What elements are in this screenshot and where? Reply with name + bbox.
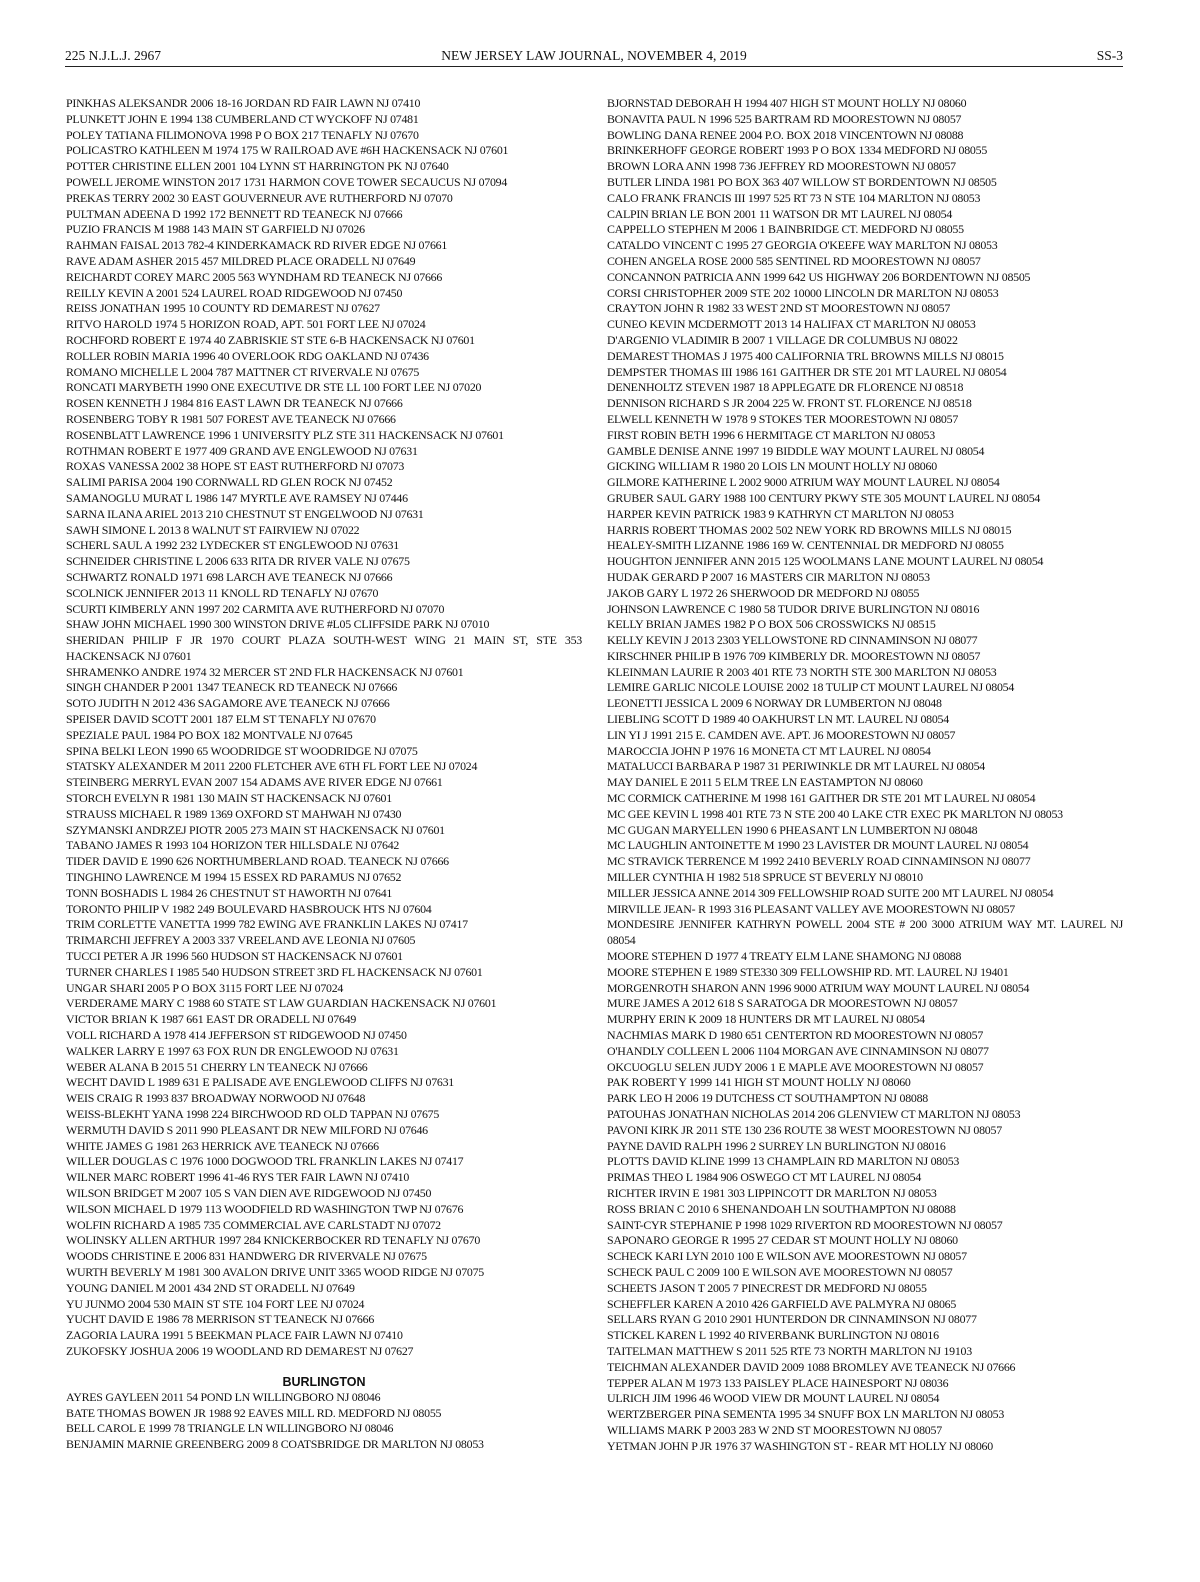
list-item: SALIMI PARISA 2004 190 CORNWALL RD GLEN ROCK NJ 07452 xyxy=(66,475,393,490)
list-item: SCHEFFLER KAREN A 2010 426 GARFIELD AVE PALMYRA NJ 08065 xyxy=(607,1296,957,1311)
list-item: GICKING WILLIAM R 1980 20 LOIS LN MOUNT HOLLY NJ 08060 xyxy=(607,459,937,474)
list-item: BATE THOMAS BOWEN JR 1988 92 EAVES MILL RD. MEDFORD NJ 08055 xyxy=(66,1405,442,1420)
list-item: PRIMAS THEO L 1984 906 OSWEGO CT MT LAUREL NJ 08054 xyxy=(607,1170,922,1185)
publication-title: NEW JERSEY LAW JOURNAL, NOVEMBER 4, 2019 xyxy=(441,48,747,63)
list-item: PUZIO FRANCIS M 1988 143 MAIN ST GARFIELD NJ 07026 xyxy=(66,222,365,237)
list-item: CAPPELLO STEPHEN M 2006 1 BAINBRIDGE CT. MEDFORD NJ 08055 xyxy=(607,222,964,237)
list-item: STORCH EVELYN R 1981 130 MAIN ST HACKENSACK NJ 07601 xyxy=(66,791,392,806)
section-title-burlington: BURLINGTON xyxy=(282,1374,366,1389)
list-item: WOLFIN RICHARD A 1985 735 COMMERCIAL AVE CARLSTADT NJ 07072 xyxy=(66,1217,441,1232)
list-item: PAVONI KIRK JR 2011 STE 130 236 ROUTE 38 WEST MOORESTOWN NJ 08057 xyxy=(607,1122,1002,1137)
list-item: VERDERAME MARY C 1988 60 STATE ST LAW GUARDIAN HACKENSACK NJ 07601 xyxy=(66,996,497,1011)
list-item: BJORNSTAD DEBORAH H 1994 407 HIGH ST MOUNT HOLLY NJ 08060 xyxy=(607,96,967,110)
list-item: STRAUSS MICHAEL R 1989 1369 OXFORD ST MAHWAH NJ 07430 xyxy=(66,806,402,821)
list-item: MURE JAMES A 2012 618 S SARATOGA DR MOORESTOWN NJ 08057 xyxy=(607,996,958,1011)
list-item: TURNER CHARLES I 1985 540 HUDSON STREET 3RD FL HACKENSACK NJ 07601 xyxy=(66,964,483,979)
list-item: GILMORE KATHERINE L 2002 9000 ATRIUM WAY MOUNT LAUREL NJ 08054 xyxy=(607,475,1000,490)
list-item: POLICASTRO KATHLEEN M 1974 175 W RAILROAD AVE #6H HACKENSACK NJ 07601 xyxy=(66,143,509,158)
list-item: PATOUHAS JONATHAN NICHOLAS 2014 206 GLENVIEW CT MARLTON NJ 08053 xyxy=(607,1107,1021,1121)
list-item: ROSEN KENNETH J 1984 816 EAST LAWN DR TEANECK NJ 07666 xyxy=(66,396,403,411)
list-item: WERTZBERGER PINA SEMENTA 1995 34 SNUFF BOX LN MARLTON NJ 08053 xyxy=(607,1407,1005,1422)
list-item: CALPIN BRIAN LE BON 2001 11 WATSON DR MT LAUREL NJ 08054 xyxy=(607,206,953,221)
list-item: KIRSCHNER PHILIP B 1976 709 KIMBERLY DR. MOORESTOWN NJ 08057 xyxy=(607,648,981,663)
list-item: PAK ROBERT Y 1999 141 HIGH ST MOUNT HOLLY NJ 08060 xyxy=(607,1075,911,1090)
list-item: TAITELMAN MATTHEW S 2011 525 RTE 73 NORTH MARLTON NJ 19103 xyxy=(607,1343,972,1358)
list-item: MONDESIRE JENNIFER KATHRYN POWELL 2004 STE # 200 3000 ATRIUM WAY MT. LAUREL NJ 08054 xyxy=(607,917,1123,948)
list-item: STICKEL KAREN L 1992 40 RIVERBANK BURLINGTON NJ 08016 xyxy=(607,1328,939,1343)
list-item: TRIMARCHI JEFFREY A 2003 337 VREELAND AVE LEONIA NJ 07605 xyxy=(66,933,416,948)
list-item: SOTO JUDITH N 2012 436 SAGAMORE AVE TEANECK NJ 07666 xyxy=(66,696,390,711)
list-item: SAINT-CYR STEPHANIE P 1998 1029 RIVERTON RD MOORESTOWN NJ 08057 xyxy=(607,1217,1003,1232)
list-item: ROSENBLATT LAWRENCE 1996 1 UNIVERSITY PLZ STE 311 HACKENSACK NJ 07601 xyxy=(66,427,504,442)
list-item: ROMANO MICHELLE L 2004 787 MATTNER CT RIVERVALE NJ 07675 xyxy=(66,364,420,379)
list-item: MATALUCCI BARBARA P 1987 31 PERIWINKLE DR MT LAUREL NJ 08054 xyxy=(607,759,985,774)
list-item: TUCCI PETER A JR 1996 560 HUDSON ST HACKENSACK NJ 07601 xyxy=(66,949,403,964)
list-item: WOODS CHRISTINE E 2006 831 HANDWERG DR RIVERVALE NJ 07675 xyxy=(66,1249,427,1264)
list-item: BELL CAROL E 1999 78 TRIANGLE LN WILLINGBORO NJ 08046 xyxy=(66,1421,394,1436)
list-item: WEBER ALANA B 2015 51 CHERRY LN TEANECK NJ 07666 xyxy=(66,1059,368,1074)
list-item: MC CORMICK CATHERINE M 1998 161 GAITHER DR STE 201 MT LAUREL NJ 08054 xyxy=(607,791,1036,806)
list-item: LEONETTI JESSICA L 2009 6 NORWAY DR LUMBERTON NJ 08048 xyxy=(607,696,942,711)
list-item: VOLL RICHARD A 1978 414 JEFFERSON ST RIDGEWOOD NJ 07450 xyxy=(66,1028,407,1043)
list-item: WILNER MARC ROBERT 1996 41-46 RYS TER FAIR LAWN NJ 07410 xyxy=(66,1170,410,1185)
list-item: TONN BOSHADIS L 1984 26 CHESTNUT ST HAWORTH NJ 07641 xyxy=(66,885,393,900)
list-item: CORSI CHRISTOPHER 2009 STE 202 10000 LINCOLN DR MARLTON NJ 08053 xyxy=(607,285,999,300)
list-item: HUDAK GERARD P 2007 16 MASTERS CIR MARLTON NJ 08053 xyxy=(607,569,930,584)
list-item: REICHARDT COREY MARC 2005 563 WYNDHAM RD TEANECK NJ 07666 xyxy=(66,269,443,284)
list-item: SAMANOGLU MURAT L 1986 147 MYRTLE AVE RAMSEY NJ 07446 xyxy=(66,490,408,505)
list-item: PLUNKETT JOHN E 1994 138 CUMBERLAND CT WYCKOFF NJ 07481 xyxy=(66,111,419,126)
list-item: HARRIS ROBERT THOMAS 2002 502 NEW YORK RD BROWNS MILLS NJ 08015 xyxy=(607,522,1012,537)
list-item: PAYNE DAVID RALPH 1996 2 SURREY LN BURLINGTON NJ 08016 xyxy=(607,1138,946,1153)
list-item: ROCHFORD ROBERT E 1974 40 ZABRISKIE ST STE 6-B HACKENSACK NJ 07601 xyxy=(66,332,475,347)
list-item: BENJAMIN MARNIE GREENBERG 2009 8 COATSBRIDGE DR MARLTON NJ 08053 xyxy=(66,1437,484,1452)
list-item: MOORE STEPHEN D 1977 4 TREATY ELM LANE SHAMONG NJ 08088 xyxy=(607,949,962,964)
list-item: WOLINSKY ALLEN ARTHUR 1997 284 KNICKERBOCKER RD TENAFLY NJ 07670 xyxy=(66,1233,481,1248)
list-item: MC LAUGHLIN ANTOINETTE M 1990 23 LAVISTER DR MOUNT LAUREL NJ 08054 xyxy=(607,838,1029,853)
list-item: POTTER CHRISTINE ELLEN 2001 104 LYNN ST HARRINGTON PK NJ 07640 xyxy=(66,159,449,174)
list-item: DENNISON RICHARD S JR 2004 225 W. FRONT ST. FLORENCE NJ 08518 xyxy=(607,396,972,411)
list-item: BRINKERHOFF GEORGE ROBERT 1993 P O BOX 1334 MEDFORD NJ 08055 xyxy=(607,143,988,158)
list-item: ROSS BRIAN C 2010 6 SHENANDOAH LN SOUTHAMPTON NJ 08088 xyxy=(607,1201,956,1216)
list-item: NACHMIAS MARK D 1980 651 CENTERTON RD MOORESTOWN NJ 08057 xyxy=(607,1028,984,1043)
list-item: UNGAR SHARI 2005 P O BOX 3115 FORT LEE NJ 07024 xyxy=(66,980,344,995)
list-item: SCHECK PAUL C 2009 100 E WILSON AVE MOORESTOWN NJ 08057 xyxy=(607,1264,953,1279)
list-item: ROXAS VANESSA 2002 38 HOPE ST EAST RUTHERFORD NJ 07073 xyxy=(66,459,405,474)
list-item: SCHECK KARI LYN 2010 100 E WILSON AVE MOORESTOWN NJ 08057 xyxy=(607,1249,967,1264)
list-item: BROWN LORA ANN 1998 736 JEFFREY RD MOORESTOWN NJ 08057 xyxy=(607,159,956,174)
list-item: MC GEE KEVIN L 1998 401 RTE 73 N STE 200 40 LAKE CTR EXEC PK MARLTON NJ 08053 xyxy=(607,806,1063,821)
list-item: YETMAN JOHN P JR 1976 37 WASHINGTON ST - REAR MT HOLLY NJ 08060 xyxy=(607,1438,993,1453)
list-item: TRIM CORLETTE VANETTA 1999 782 EWING AVE FRANKLIN LAKES NJ 07417 xyxy=(66,917,468,932)
list-item: MIRVILLE JEAN- R 1993 316 PLEASANT VALLEY AVE MOORESTOWN NJ 08057 xyxy=(607,901,1016,916)
list-item: PINKHAS ALEKSANDR 2006 18-16 JORDAN RD FAIR LAWN NJ 07410 xyxy=(66,96,421,110)
list-item: MAROCCIA JOHN P 1976 16 MONETA CT MT LAUREL NJ 08054 xyxy=(607,743,931,758)
list-item: GRUBER SAUL GARY 1988 100 CENTURY PKWY STE 305 MOUNT LAUREL NJ 08054 xyxy=(607,490,1041,505)
list-item: SHERIDAN PHILIP F JR 1970 COURT PLAZA SOUTH-WEST WING 21 MAIN ST, STE 353 HACKENSACK NJ 07601 xyxy=(66,633,582,663)
list-item: POLEY TATIANA FILIMONOVA 1998 P O BOX 217 TENAFLY NJ 07670 xyxy=(66,127,419,142)
list-item: RICHTER IRVIN E 1981 303 LIPPINCOTT DR MARLTON NJ 08053 xyxy=(607,1185,937,1200)
list-item: PULTMAN ADEENA D 1992 172 BENNETT RD TEANECK NJ 07666 xyxy=(66,206,403,221)
list-item: SCHNEIDER CHRISTINE L 2006 633 RITA DR RIVER VALE NJ 07675 xyxy=(66,554,410,569)
list-item: COHEN ANGELA ROSE 2000 585 SENTINEL RD MOORESTOWN NJ 08057 xyxy=(607,253,981,268)
list-item: MAY DANIEL E 2011 5 ELM TREE LN EASTAMPTON NJ 08060 xyxy=(607,775,923,790)
list-item: WERMUTH DAVID S 2011 990 PLEASANT DR NEW MILFORD NJ 07646 xyxy=(66,1122,428,1137)
list-item: PARK LEO H 2006 19 DUTCHESS CT SOUTHAMPTON NJ 08088 xyxy=(607,1091,928,1106)
list-item: GAMBLE DENISE ANNE 1997 19 BIDDLE WAY MOUNT LAUREL NJ 08054 xyxy=(607,443,985,458)
list-item: OKCUOGLU SELEN JUDY 2006 1 E MAPLE AVE MOORESTOWN NJ 08057 xyxy=(607,1059,984,1074)
list-item: D'ARGENIO VLADIMIR B 2007 1 VILLAGE DR COLUMBUS NJ 08022 xyxy=(607,332,958,347)
list-item: TIDER DAVID E 1990 626 NORTHUMBERLAND ROAD. TEANECK NJ 07666 xyxy=(66,854,449,869)
right-column xyxy=(607,96,1123,1455)
list-item: TEPPER ALAN M 1973 133 PAISLEY PLACE HAINESPORT NJ 08036 xyxy=(607,1375,949,1390)
list-item: CATALDO VINCENT C 1995 27 GEORGIA O'KEEFE WAY MARLTON NJ 08053 xyxy=(607,238,998,253)
list-item: SAPONARO GEORGE R 1995 27 CEDAR ST MOUNT HOLLY NJ 08060 xyxy=(607,1233,958,1248)
list-item: MC GUGAN MARYELLEN 1990 6 PHEASANT LN LUMBERTON NJ 08048 xyxy=(607,822,978,837)
list-item: CUNEO KEVIN MCDERMOTT 2013 14 HALIFAX CT MARLTON NJ 08053 xyxy=(607,317,976,332)
list-item: REISS JONATHAN 1995 10 COUNTY RD DEMAREST NJ 07627 xyxy=(66,301,380,316)
page-header xyxy=(65,48,1123,67)
list-item: WHITE JAMES G 1981 263 HERRICK AVE TEANECK NJ 07666 xyxy=(66,1138,379,1153)
list-item: TEICHMAN ALEXANDER DAVID 2009 1088 BROMLEY AVE TEANECK NJ 07666 xyxy=(607,1359,1016,1374)
burlington-entry-list xyxy=(66,1390,582,1453)
list-item: AYRES GAYLEEN 2011 54 POND LN WILLINGBORO NJ 08046 xyxy=(66,1389,381,1404)
list-item: HARPER KEVIN PATRICK 1983 9 KATHRYN CT MARLTON NJ 08053 xyxy=(607,506,954,521)
list-item: HEALEY-SMITH LIZANNE 1986 169 W. CENTENNIAL DR MEDFORD NJ 08055 xyxy=(607,538,1004,553)
list-item: WURTH BEVERLY M 1981 300 AVALON DRIVE UNIT 3365 WOOD RIDGE NJ 07075 xyxy=(66,1264,484,1279)
citation: 225 N.J.L.J. 2967 xyxy=(65,48,162,63)
list-item: JAKOB GARY L 1972 26 SHERWOOD DR MEDFORD NJ 08055 xyxy=(607,585,920,600)
list-item: VICTOR BRIAN K 1987 661 EAST DR ORADELL NJ 07649 xyxy=(66,1012,357,1027)
list-item: SPINA BELKI LEON 1990 65 WOODRIDGE ST WOODRIDGE NJ 07075 xyxy=(66,743,418,758)
list-item: STATSKY ALEXANDER M 2011 2200 FLETCHER AVE 6TH FL FORT LEE NJ 07024 xyxy=(66,759,478,774)
list-item: FIRST ROBIN BETH 1996 6 HERMITAGE CT MARLTON NJ 08053 xyxy=(607,427,935,442)
list-item: SCHWARTZ RONALD 1971 698 LARCH AVE TEANECK NJ 07666 xyxy=(66,569,393,584)
list-item: LEMIRE GARLIC NICOLE LOUISE 2002 18 TULIP CT MOUNT LAUREL NJ 08054 xyxy=(607,680,1015,695)
list-item: SAWH SIMONE L 2013 8 WALNUT ST FAIRVIEW NJ 07022 xyxy=(66,522,360,537)
list-item: SINGH CHANDER P 2001 1347 TEANECK RD TEANECK NJ 07666 xyxy=(66,680,398,695)
list-item: REILLY KEVIN A 2001 524 LAUREL ROAD RIDGEWOOD NJ 07450 xyxy=(66,285,403,300)
list-item: SARNA ILANA ARIEL 2013 210 CHESTNUT ST ENGELWOOD NJ 07631 xyxy=(66,506,424,521)
list-item: YOUNG DANIEL M 2001 434 2ND ST ORADELL NJ 07649 xyxy=(66,1280,355,1295)
list-item: ULRICH JIM 1996 46 WOOD VIEW DR MOUNT LAUREL NJ 08054 xyxy=(607,1391,940,1406)
list-item: YU JUNMO 2004 530 MAIN ST STE 104 FORT LEE NJ 07024 xyxy=(66,1296,365,1311)
right-entry-list xyxy=(607,96,1123,1455)
list-item: SELLARS RYAN G 2010 2901 HUNTERDON DR CINNAMINSON NJ 08077 xyxy=(607,1312,977,1327)
list-item: TINGHINO LAWRENCE M 1994 15 ESSEX RD PARAMUS NJ 07652 xyxy=(66,870,402,885)
list-item: JOHNSON LAWRENCE C 1980 58 TUDOR DRIVE BURLINGTON NJ 08016 xyxy=(607,601,980,616)
list-item: MOORE STEPHEN E 1989 STE330 309 FELLOWSHIP RD. MT. LAUREL NJ 19401 xyxy=(607,964,1009,979)
list-item: SHRAMENKO ANDRE 1974 32 MERCER ST 2ND FLR HACKENSACK NJ 07601 xyxy=(66,664,464,679)
list-item: RAVE ADAM ASHER 2015 457 MILDRED PLACE ORADELL NJ 07649 xyxy=(66,253,416,268)
page-number: SS-3 xyxy=(1096,48,1123,63)
list-item: DENENHOLTZ STEVEN 1987 18 APPLEGATE DR FLORENCE NJ 08518 xyxy=(607,380,964,395)
list-item: SZYMANSKI ANDRZEJ PIOTR 2005 273 MAIN ST HACKENSACK NJ 07601 xyxy=(66,822,445,837)
list-item: O'HANDLY COLLEEN L 2006 1104 MORGAN AVE CINNAMINSON NJ 08077 xyxy=(607,1043,989,1058)
list-item: CALO FRANK FRANCIS III 1997 525 RT 73 N STE 104 MARLTON NJ 08053 xyxy=(607,190,981,205)
list-item: POWELL JEROME WINSTON 2017 1731 HARMON COVE TOWER SECAUCUS NJ 07094 xyxy=(66,174,508,189)
left-column xyxy=(66,96,582,1453)
list-item: CONCANNON PATRICIA ANN 1999 642 US HIGHWAY 206 BORDENTOWN NJ 08505 xyxy=(607,269,1031,284)
list-item: ZAGORIA LAURA 1991 5 BEEKMAN PLACE FAIR LAWN NJ 07410 xyxy=(66,1328,403,1343)
list-item: DEMPSTER THOMAS III 1986 161 GAITHER DR STE 201 MT LAUREL NJ 08054 xyxy=(607,364,1007,379)
list-item: MURPHY ERIN K 2009 18 HUNTERS DR MT LAUREL NJ 08054 xyxy=(607,1012,925,1027)
list-item: PREKAS TERRY 2002 30 EAST GOUVERNEUR AVE RUTHERFORD NJ 07070 xyxy=(66,190,453,205)
list-item: SCOLNICK JENNIFER 2013 11 KNOLL RD TENAFLY NJ 07670 xyxy=(66,585,379,600)
list-item: MILLER JESSICA ANNE 2014 309 FELLOWSHIP ROAD SUITE 200 MT LAUREL NJ 08054 xyxy=(607,885,1054,900)
list-item: KLEINMAN LAURIE R 2003 401 RTE 73 NORTH STE 300 MARLTON NJ 08053 xyxy=(607,664,997,679)
list-item: STEINBERG MERRYL EVAN 2007 154 ADAMS AVE RIVER EDGE NJ 07661 xyxy=(66,775,443,790)
list-item: WILLIAMS MARK P 2003 283 W 2ND ST MOORESTOWN NJ 08057 xyxy=(607,1422,942,1437)
list-item: WILSON MICHAEL D 1979 113 WOODFIELD RD WASHINGTON TWP NJ 07676 xyxy=(66,1201,464,1216)
list-item: HOUGHTON JENNIFER ANN 2015 125 WOOLMANS LANE MOUNT LAUREL NJ 08054 xyxy=(607,554,1044,569)
list-item: ELWELL KENNETH W 1978 9 STOKES TER MOORESTOWN NJ 08057 xyxy=(607,411,959,426)
list-item: KELLY KEVIN J 2013 2303 YELLOWSTONE RD CINNAMINSON NJ 08077 xyxy=(607,633,978,648)
list-item: TABANO JAMES R 1993 104 HORIZON TER HILLSDALE NJ 07642 xyxy=(66,838,400,853)
list-item: MORGENROTH SHARON ANN 1996 9000 ATRIUM WAY MOUNT LAUREL NJ 08054 xyxy=(607,980,1030,995)
list-item: MC STRAVICK TERRENCE M 1992 2410 BEVERLY ROAD CINNAMINSON NJ 08077 xyxy=(607,854,1031,869)
list-item: WEISS-BLEKHT YANA 1998 224 BIRCHWOOD RD OLD TAPPAN NJ 07675 xyxy=(66,1107,440,1121)
list-item: ZUKOFSKY JOSHUA 2006 19 WOODLAND RD DEMAREST NJ 07627 xyxy=(66,1343,414,1358)
list-item: SCHERL SAUL A 1992 232 LYDECKER ST ENGLEWOOD NJ 07631 xyxy=(66,538,399,553)
list-item: SCHEETS JASON T 2005 7 PINECREST DR MEDFORD NJ 08055 xyxy=(607,1280,927,1295)
list-item: SPEZIALE PAUL 1984 PO BOX 182 MONTVALE NJ 07645 xyxy=(66,727,353,742)
list-item: SCURTI KIMBERLY ANN 1997 202 CARMITA AVE RUTHERFORD NJ 07070 xyxy=(66,601,445,616)
list-item: WILLER DOUGLAS C 1976 1000 DOGWOOD TRL FRANKLIN LAKES NJ 07417 xyxy=(66,1154,464,1169)
list-item: CRAYTON JOHN R 1982 33 WEST 2ND ST MOORESTOWN NJ 08057 xyxy=(607,301,951,316)
list-item: LIN YI J 1991 215 E. CAMDEN AVE. APT. J6 MOORESTOWN NJ 08057 xyxy=(607,727,956,742)
list-item: ROLLER ROBIN MARIA 1996 40 OVERLOOK RDG OAKLAND NJ 07436 xyxy=(66,348,429,363)
list-item: RITVO HAROLD 1974 5 HORIZON ROAD, APT. 501 FORT LEE NJ 07024 xyxy=(66,317,426,332)
list-item: ROSENBERG TOBY R 1981 507 FOREST AVE TEANECK NJ 07666 xyxy=(66,411,396,426)
list-item: BUTLER LINDA 1981 PO BOX 363 407 WILLOW ST BORDENTOWN NJ 08505 xyxy=(607,174,997,189)
list-item: BONAVITA PAUL N 1996 525 BARTRAM RD MOORESTOWN NJ 08057 xyxy=(607,111,962,126)
list-item: YUCHT DAVID E 1986 78 MERRISON ST TEANECK NJ 07666 xyxy=(66,1312,375,1327)
list-item: DEMAREST THOMAS J 1975 400 CALIFORNIA TRL BROWNS MILLS NJ 08015 xyxy=(607,348,1004,363)
list-item: BOWLING DANA RENEE 2004 P.O. BOX 2018 VINCENTOWN NJ 08088 xyxy=(607,127,964,142)
list-item: KELLY BRIAN JAMES 1982 P O BOX 506 CROSSWICKS NJ 08515 xyxy=(607,617,936,632)
list-item: LIEBLING SCOTT D 1989 40 OAKHURST LN MT. LAUREL NJ 08054 xyxy=(607,712,949,727)
list-item: MILLER CYNTHIA H 1982 518 SPRUCE ST BEVERLY NJ 08010 xyxy=(607,870,923,885)
list-item: SHAW JOHN MICHAEL 1990 300 WINSTON DRIVE #L05 CLIFFSIDE PARK NJ 07010 xyxy=(66,617,490,632)
left-entry-list xyxy=(66,96,582,1360)
list-item: TORONTO PHILIP V 1982 249 BOULEVARD HASBROUCK HTS NJ 07604 xyxy=(66,901,432,916)
list-item: RAHMAN FAISAL 2013 782-4 KINDERKAMACK RD RIVER EDGE NJ 07661 xyxy=(66,238,448,253)
list-item: WALKER LARRY E 1997 63 FOX RUN DR ENGLEWOOD NJ 07631 xyxy=(66,1043,399,1058)
list-item: PLOTTS DAVID KLINE 1999 13 CHAMPLAIN RD MARLTON NJ 08053 xyxy=(607,1154,960,1169)
list-item: WEIS CRAIG R 1993 837 BROADWAY NORWOOD NJ 07648 xyxy=(66,1091,366,1106)
list-item: WECHT DAVID L 1989 631 E PALISADE AVE ENGLEWOOD CLIFFS NJ 07631 xyxy=(66,1075,454,1090)
list-item: SPEISER DAVID SCOTT 2001 187 ELM ST TENAFLY NJ 07670 xyxy=(66,712,376,727)
list-item: RONCATI MARYBETH 1990 ONE EXECUTIVE DR STE LL 100 FORT LEE NJ 07020 xyxy=(66,380,482,395)
list-item: WILSON BRIDGET M 2007 105 S VAN DIEN AVE RIDGEWOOD NJ 07450 xyxy=(66,1185,432,1200)
list-item: ROTHMAN ROBERT E 1977 409 GRAND AVE ENGLEWOOD NJ 07631 xyxy=(66,443,418,458)
